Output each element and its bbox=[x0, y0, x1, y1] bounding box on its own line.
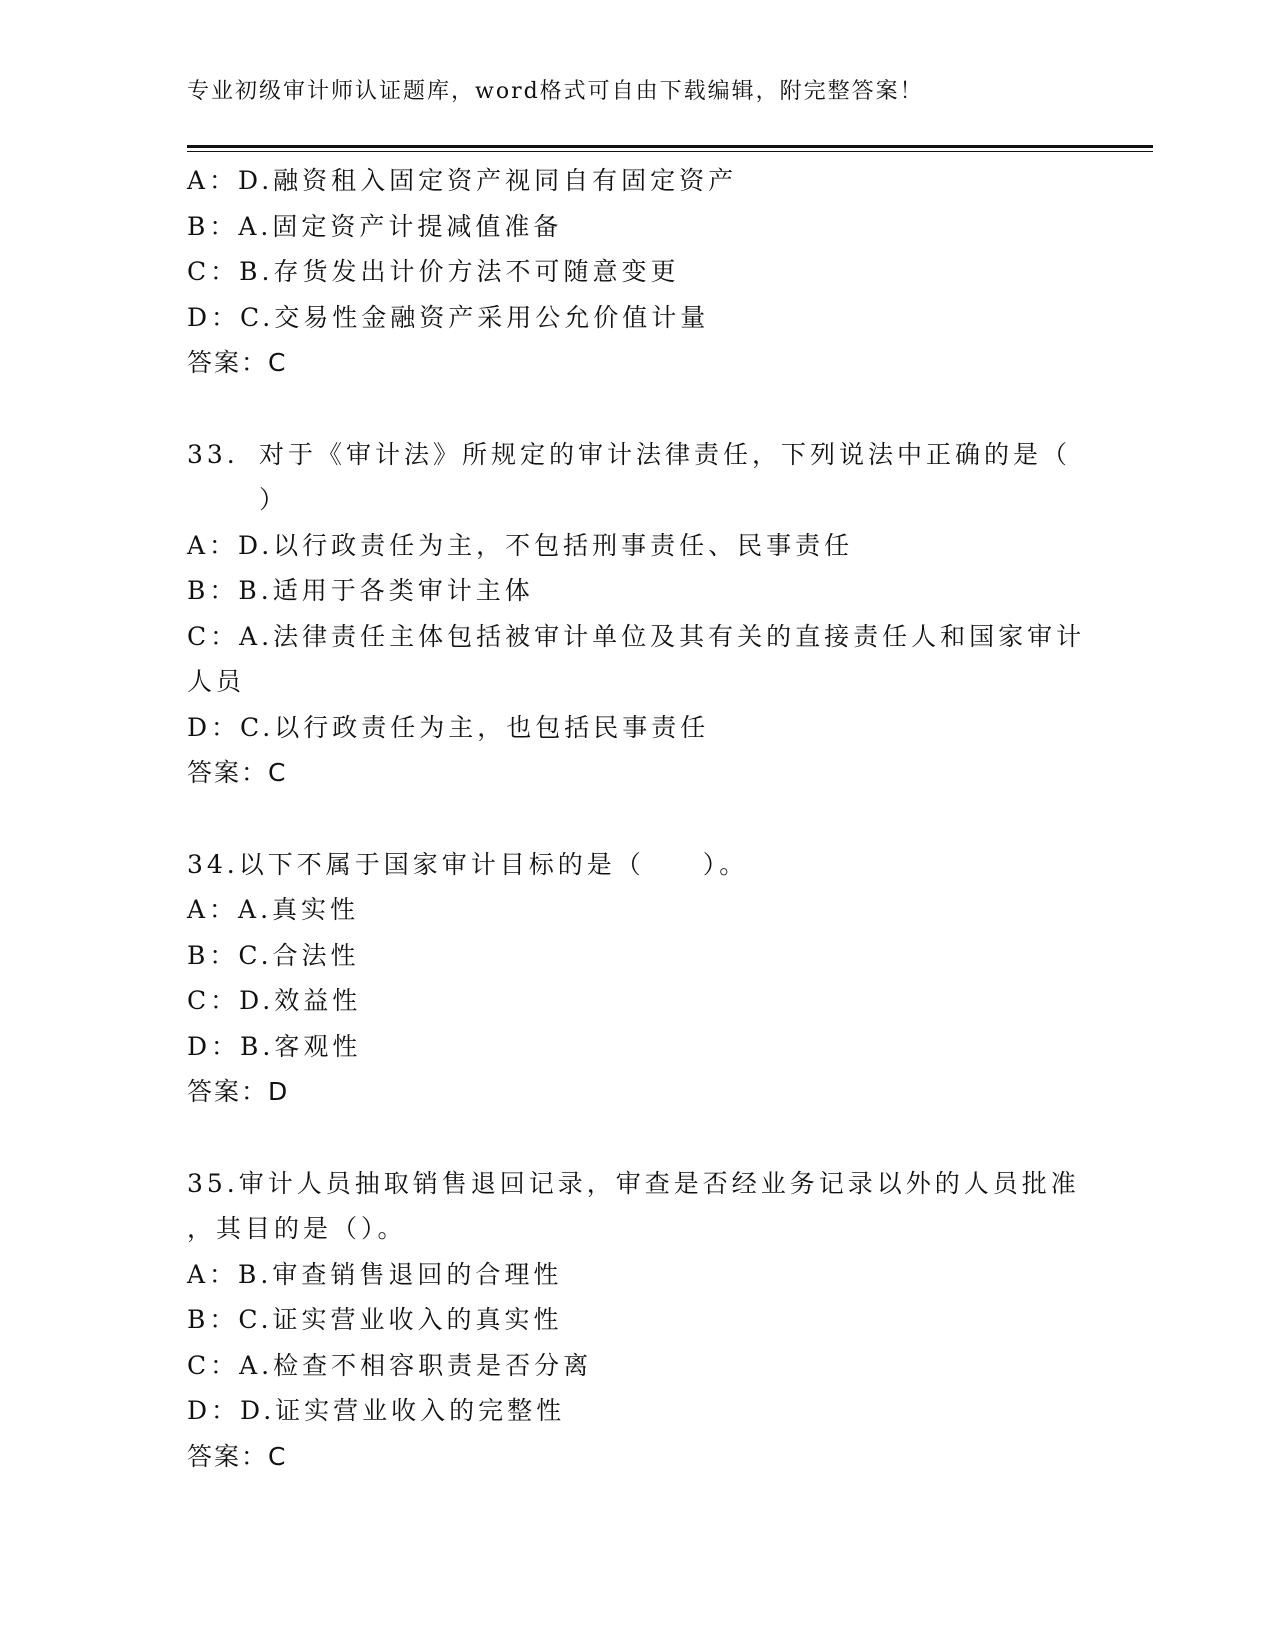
document-body bbox=[187, 158, 1087, 1479]
option-d: D：D.证实营业收入的完整性 bbox=[187, 1396, 566, 1425]
option-d: D：B.客观性 bbox=[187, 1031, 362, 1061]
option-d: D：C.交易性金融资产采用公允价值计量 bbox=[187, 302, 710, 332]
header-rule-thick bbox=[187, 145, 1153, 148]
question-number: 33. bbox=[187, 439, 239, 469]
header-rule-thin bbox=[187, 151, 1153, 152]
option-a: A：D.以行政责任为主，不包括刑事责任、民事责任 bbox=[187, 530, 854, 560]
answer-line: 答案：C bbox=[187, 758, 288, 787]
answer-line: 答案：C bbox=[187, 348, 288, 377]
option-b: B：C.合法性 bbox=[187, 940, 360, 970]
option-c: C：A.检查不相容职责是否分离 bbox=[187, 1350, 593, 1380]
answer-line: 答案：C bbox=[187, 1441, 288, 1471]
option-a: A：D.融资租入固定资产视同自有固定资产 bbox=[187, 166, 738, 195]
question-text-line2: ，其目的是（）。 bbox=[187, 1214, 407, 1243]
option-b: B：A.固定资产计提减值准备 bbox=[187, 211, 563, 241]
spacer bbox=[187, 1115, 1087, 1161]
question-text-line1: 35.审计人员抽取销售退回记录，审查是否经业务记录以外的人员批准 bbox=[187, 1168, 1080, 1198]
question-block-32 bbox=[187, 158, 1087, 386]
option-c-continued: 人员 bbox=[187, 667, 246, 696]
question-text-line1: 对于《审计法》所规定的审计法律责任，下列说法中正确的是（ bbox=[259, 439, 1072, 469]
question-text-line2: ） bbox=[259, 485, 289, 514]
option-d: D：C.以行政责任为主，也包括民事责任 bbox=[187, 712, 710, 742]
question-block-33 bbox=[187, 432, 1087, 796]
option-c: C：A.法律责任主体包括被审计单位及其有关的直接责任人和国家审计 bbox=[187, 621, 1086, 651]
question-block-34 bbox=[187, 842, 1087, 1115]
option-a: A：B.审查销售退回的合理性 bbox=[187, 1259, 563, 1289]
page-header: 专业初级审计师认证题库，word格式可自由下载编辑，附完整答案！ bbox=[187, 79, 924, 104]
question-block-35 bbox=[187, 1161, 1087, 1480]
option-c: C：D.效益性 bbox=[187, 986, 362, 1015]
option-b: B：B.适用于各类审计主体 bbox=[187, 576, 534, 605]
option-a: A：A.真实性 bbox=[187, 895, 360, 924]
question-text: 34.以下不属于国家审计目标的是（ ）。 bbox=[187, 849, 749, 879]
answer-line: 答案：D bbox=[187, 1077, 290, 1106]
spacer bbox=[187, 386, 1087, 432]
spacer bbox=[187, 796, 1087, 842]
question-text bbox=[187, 432, 1087, 478]
option-b: B：C.证实营业收入的真实性 bbox=[187, 1305, 563, 1334]
option-c: C：B.存货发出计价方法不可随意变更 bbox=[187, 257, 680, 286]
